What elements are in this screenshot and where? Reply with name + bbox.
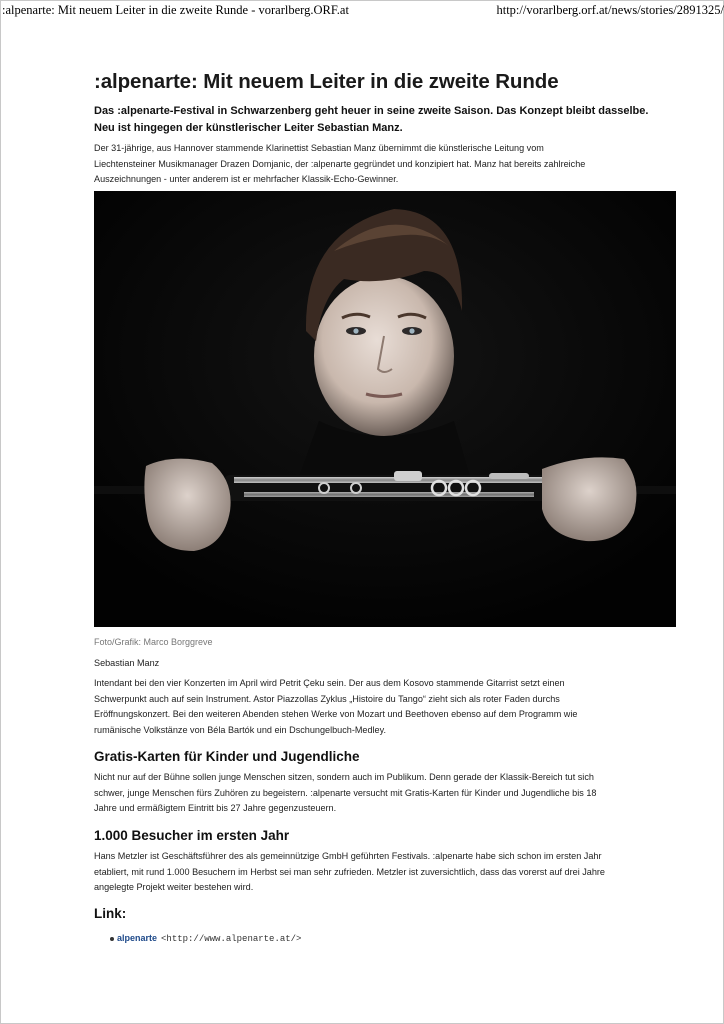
paragraph-1 <box>94 141 684 188</box>
print-header <box>0 0 724 20</box>
paragraph-line: Auszeichnungen - unter anderem ist er mehrfacher Klassik-Echo-Gewinner. <box>94 174 399 185</box>
section-heading-tickets: Gratis-Karten für Kinder und Jugendliche <box>94 749 360 764</box>
paragraph-2 <box>94 676 684 738</box>
paragraph-line: Hans Metzler ist Geschäftsführer des als gemeinnützige GmbH geführten Festivals. :alpenarte habe sich schon im ersten Jahr <box>94 851 602 861</box>
paragraph-line: rumänische Volkstänze von Béla Bartók und ein Dschungelbuch-Medley. <box>94 724 387 735</box>
links-heading: Link: <box>94 906 127 921</box>
paragraph-line: Schwerpunkt auch auf sein Instrument. Astor Piazzollas Zyklus „Histoire du Tango“ zieht sich als roter Faden durchs <box>94 693 560 704</box>
article-photo <box>94 191 676 627</box>
paragraph-4 <box>94 849 684 896</box>
article-title: :alpenarte: Mit neuem Leiter in die zweite Runde <box>94 70 559 93</box>
link-list-item <box>117 933 301 944</box>
paragraph-line: angelegte Projekt weiter bestehen wird. <box>94 882 254 893</box>
paragraph-line: etabliert, mit rund 1.000 Besuchern im Herbst sei man sehr zufrieden. Metzler ist zuversichtlich, dass das vorerst auf drei Jahre <box>94 866 605 877</box>
print-page-url: http://vorarlberg.orf.at/news/stories/2891325/ <box>496 3 724 17</box>
lead-line-1: Das :alpenarte-Festival in Schwarzenberg geht heuer in seine zweite Saison. Das Konzept bleibt dasselbe. <box>94 105 649 117</box>
paragraph-line: Jahre und ermäßigtem Eintritt bis 27 Jahre gegenzusteuern. <box>94 803 337 814</box>
paragraph-line: schwer, junge Menschen fürs Zuhören zu begeistern. :alpenarte versucht mit Gratis-Karten für Kinder und Jugendliche bis 18 <box>94 787 597 798</box>
paragraph-3 <box>94 770 684 817</box>
portrait-image <box>94 191 676 627</box>
paragraph-line: Nicht nur auf der Bühne sollen junge Menschen sitzen, sondern auch im Publikum. Denn gerade der Klassik-Bereich tut sich <box>94 772 594 782</box>
photo-caption: Sebastian Manz <box>94 658 160 668</box>
paragraph-line: Liechtensteiner Musikmanager Drazen Domjanic, der :alpenarte gegründet und konzipiert hat. Manz hat bereits zahlreiche <box>94 158 586 169</box>
bullet-icon <box>110 937 114 941</box>
print-page-title: :alpenarte: Mit neuem Leiter in die zweite Runde - vorarlberg.ORF.at <box>2 3 349 17</box>
link-url-text: <http://www.alpenarte.at/> <box>161 934 302 944</box>
paragraph-line: Intendant bei den vier Konzerten im April wird Petrit Çeku sein. Der aus dem Kosovo stammende Gitarrist setzt einen <box>94 678 565 688</box>
article-lead <box>94 103 684 137</box>
paragraph-line: Der 31-jährige, aus Hannover stammende Klarinettist Sebastian Manz übernimmt die künstlerische Leitung vom <box>94 143 544 153</box>
photo-credit: Foto/Grafik: Marco Borggreve <box>94 637 213 647</box>
lead-line-2: Neu ist hingegen der künstlerischer Leiter Sebastian Manz. <box>94 122 403 134</box>
paragraph-line: Eröffnungskonzert. Bei den weiteren Abenden stehen Werke von Mozart und Beethoven ebenso auf dem Programm wie <box>94 709 578 720</box>
alpenarte-link[interactable]: alpenarte <box>117 933 158 943</box>
section-heading-visitors: 1.000 Besucher im ersten Jahr <box>94 828 290 843</box>
